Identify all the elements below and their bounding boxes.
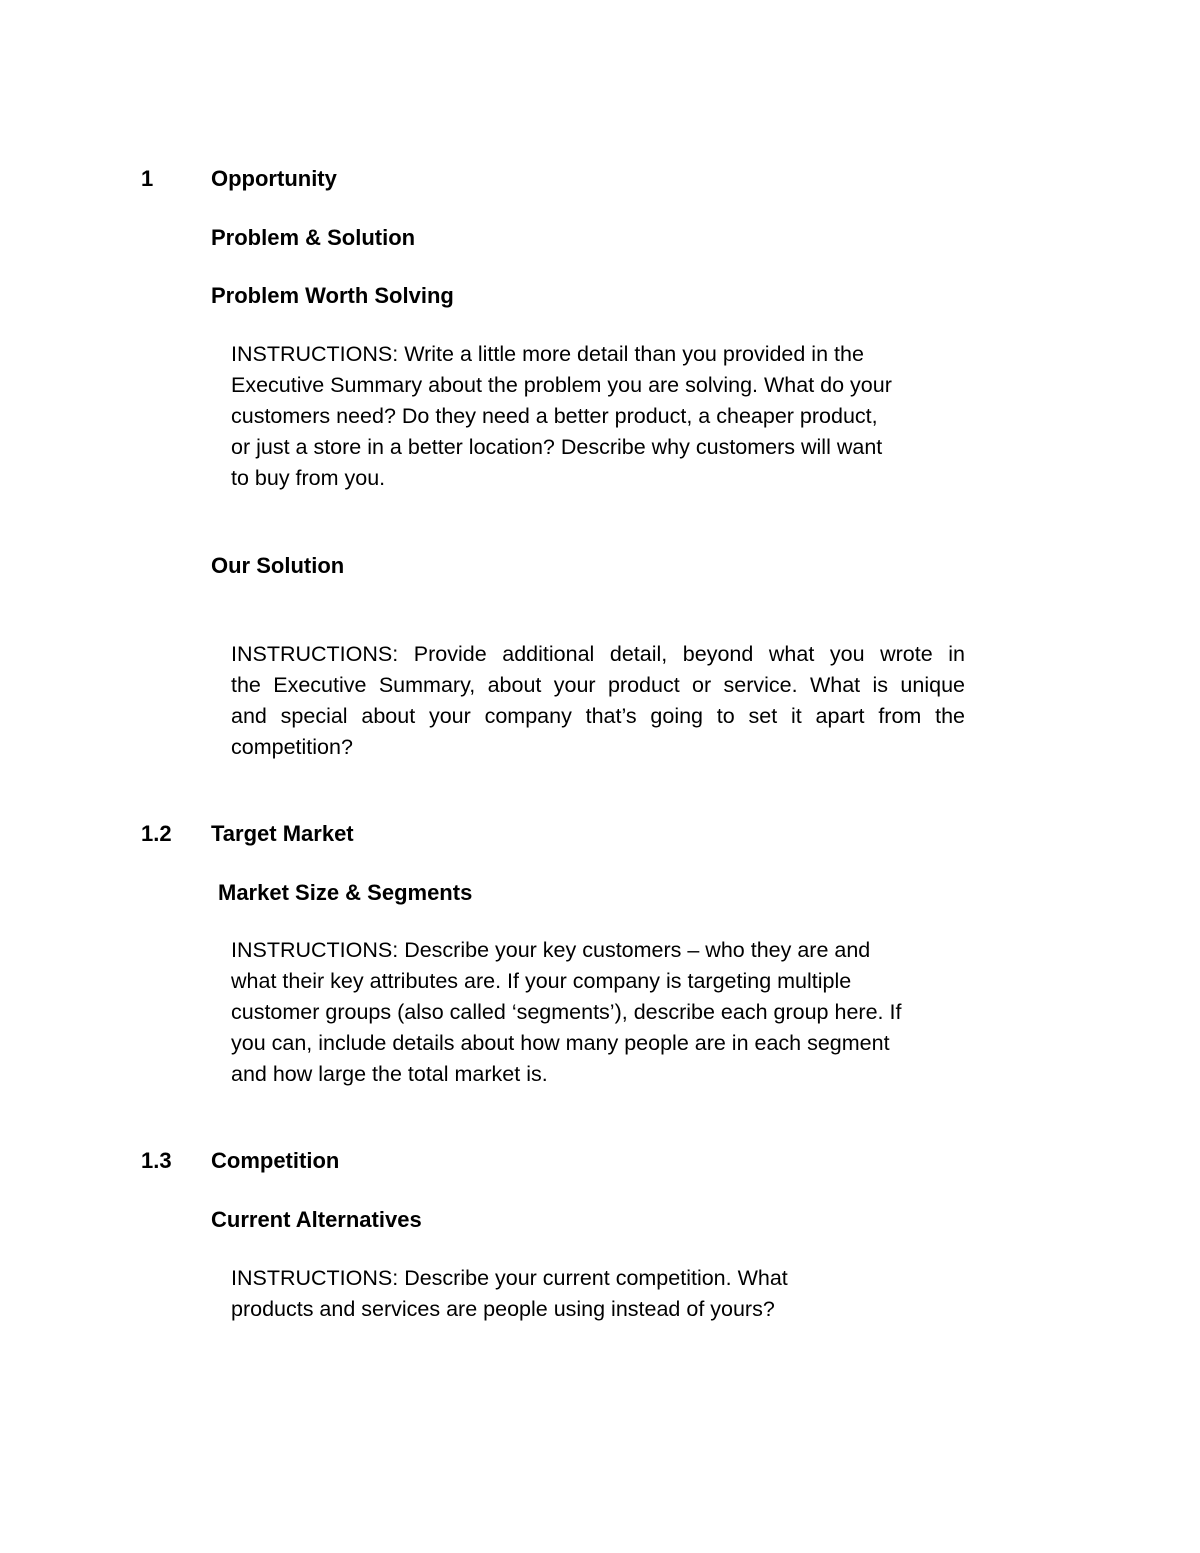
text-line: Executive Summary about the problem you are solving. What do your xyxy=(231,373,892,397)
text-line: you can, include details about how many people are in each segment xyxy=(231,1031,890,1055)
paragraph-our-solution xyxy=(231,639,965,763)
text-line: INSTRUCTIONS: Write a little more detail than you provided in the xyxy=(231,342,864,366)
section-number: 1.3 xyxy=(141,1148,172,1173)
subheading-problem-solution: Problem & Solution xyxy=(211,225,416,250)
paragraph-current-alternatives xyxy=(231,1263,788,1325)
text-line: customer groups (also called ‘segments’), describe each group here. If xyxy=(231,1000,902,1024)
text-line: and how large the total market is. xyxy=(231,1062,548,1086)
text-line: and special about your company that’s going to set it apart from the xyxy=(231,704,965,728)
text-line: INSTRUCTIONS: Describe your current competition. What xyxy=(231,1266,788,1290)
text-line: the Executive Summary, about your product or service. What is unique xyxy=(231,673,965,697)
paragraph-market-size-segments xyxy=(231,935,901,1090)
text-line: or just a store in a better location? Describe why customers will want xyxy=(231,435,883,459)
section-number: 1.2 xyxy=(141,821,172,846)
subheading-current-alternatives: Current Alternatives xyxy=(211,1207,422,1232)
section-title: Competition xyxy=(211,1148,340,1173)
section-title: Opportunity xyxy=(211,166,337,191)
subheading-problem-worth-solving: Problem Worth Solving xyxy=(211,283,454,308)
text-line: INSTRUCTIONS: Provide additional detail, beyond what you wrote in xyxy=(231,642,965,666)
text-line: to buy from you. xyxy=(231,466,386,490)
section-title: Target Market xyxy=(211,821,354,846)
text-line: customers need? Do they need a better product, a cheaper product, xyxy=(231,404,878,428)
paragraph-problem-worth-solving xyxy=(231,339,892,494)
section-number: 1 xyxy=(141,166,154,191)
subheading-our-solution: Our Solution xyxy=(211,553,345,578)
text-line: competition? xyxy=(231,735,353,759)
text-line: INSTRUCTIONS: Describe your key customers – who they are and xyxy=(231,938,871,962)
text-line: products and services are people using instead of yours? xyxy=(231,1297,775,1321)
text-line: what their key attributes are. If your company is targeting multiple xyxy=(231,969,852,993)
subheading-market-size-segments: Market Size & Segments xyxy=(218,880,473,905)
